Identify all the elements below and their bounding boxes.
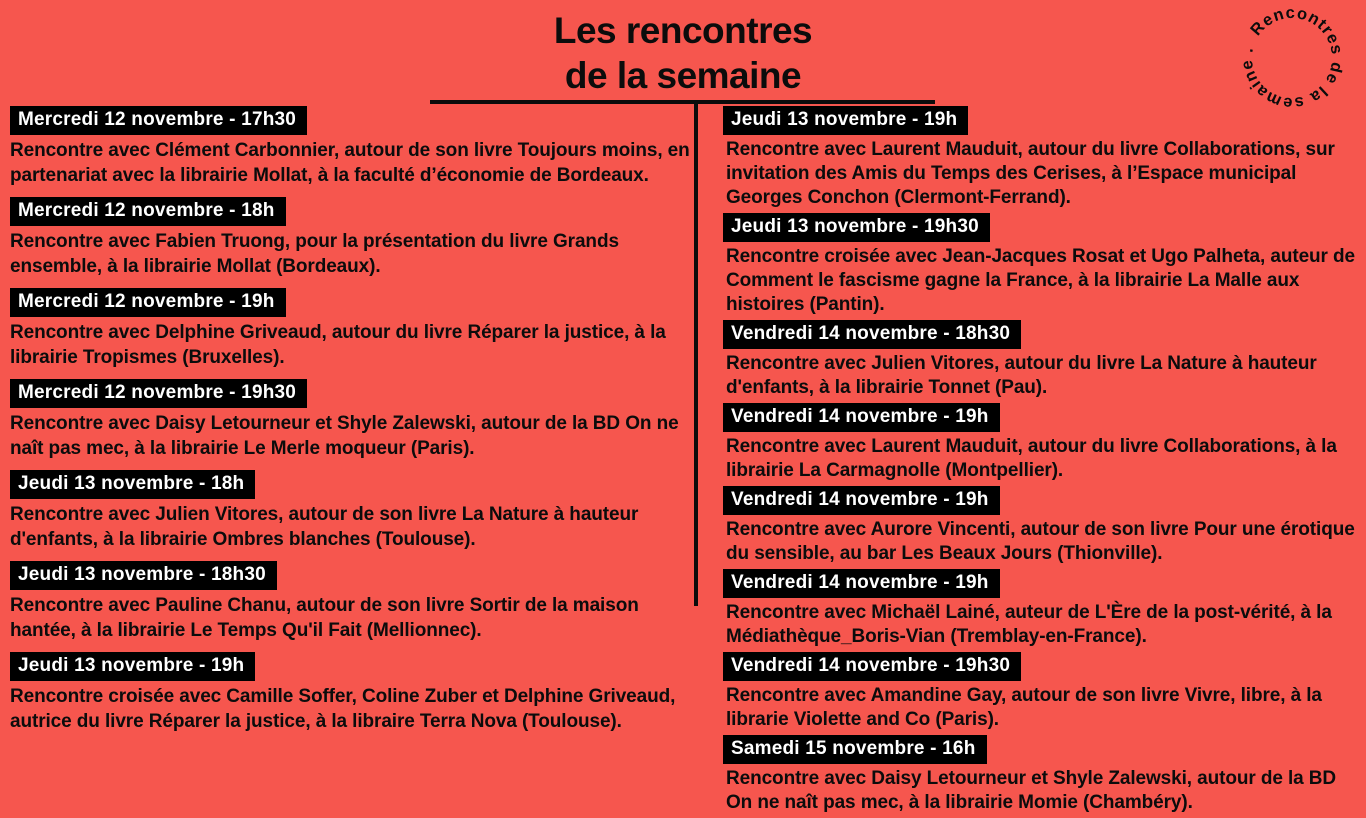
event-description: Rencontre avec Daisy Letourneur et Shyle Zalewski, autour de la BD On ne naît pas mec, à la librairie Momie (Chambéry). bbox=[726, 768, 1337, 813]
event-item bbox=[10, 561, 700, 643]
event-description: Rencontre avec Julien Vitores, autour de son livre La Nature à hauteur d'enfants, à la librairie Ombres blanches (Toulouse). bbox=[10, 504, 639, 550]
event-description: Rencontre avec Aurore Vincenti, autour de son livre Pour une érotique du sensible, au bar Les Beaux Jours (Thionville). bbox=[726, 519, 1355, 564]
event-item bbox=[723, 106, 1359, 210]
event-item bbox=[723, 569, 1359, 649]
event-item bbox=[10, 106, 700, 188]
event-description: Rencontre avec Laurent Mauduit, autour du livre Collaborations, sur invitation des Amis du Temps des Cerises, à l’Espace municipal Georges Conchon (Clermont-Ferrand). bbox=[726, 139, 1335, 208]
event-date-badge: Jeudi 13 novembre - 18h bbox=[10, 470, 255, 499]
event-item bbox=[723, 652, 1359, 732]
event-item bbox=[723, 403, 1359, 483]
event-item bbox=[10, 288, 700, 370]
event-item bbox=[723, 735, 1359, 815]
event-item bbox=[10, 379, 700, 461]
event-date-badge: Vendredi 14 novembre - 18h30 bbox=[723, 320, 1021, 349]
event-item bbox=[723, 213, 1359, 317]
event-description: Rencontre avec Fabien Truong, pour la présentation du livre Grands ensemble, à la librairie Mollat (Bordeaux). bbox=[10, 231, 619, 277]
event-item bbox=[10, 197, 700, 279]
circular-logo-text: Rencontres de la semaine . bbox=[1237, 3, 1347, 113]
event-description: Rencontre avec Delphine Griveaud, autour du livre Réparer la justice, à la librairie Tropismes (Bruxelles). bbox=[10, 322, 666, 368]
event-date-badge: Vendredi 14 novembre - 19h bbox=[723, 569, 1000, 598]
event-date-badge: Jeudi 13 novembre - 18h30 bbox=[10, 561, 277, 590]
page-title-line2: de la semaine bbox=[564, 55, 802, 96]
event-date-badge: Mercredi 12 novembre - 17h30 bbox=[10, 106, 307, 135]
event-date-badge: Mercredi 12 novembre - 19h30 bbox=[10, 379, 307, 408]
event-date-badge: Mercredi 12 novembre - 18h bbox=[10, 197, 286, 226]
events-column-left bbox=[10, 106, 700, 743]
event-date-badge: Jeudi 13 novembre - 19h bbox=[723, 106, 968, 135]
event-item bbox=[10, 652, 700, 734]
page-title-line1: Les rencontres bbox=[553, 10, 813, 51]
event-date-badge: Mercredi 12 novembre - 19h bbox=[10, 288, 286, 317]
event-item bbox=[723, 486, 1359, 566]
event-description: Rencontre croisée avec Camille Soffer, Coline Zuber et Delphine Griveaud, autrice du livre Réparer la justice, à la libraire Terra Nova (Toulouse). bbox=[10, 686, 676, 732]
title-underline bbox=[430, 100, 935, 104]
event-date-badge: Jeudi 13 novembre - 19h bbox=[10, 652, 255, 681]
events-column-right bbox=[723, 106, 1359, 818]
event-item bbox=[723, 320, 1359, 400]
event-date-badge: Jeudi 13 novembre - 19h30 bbox=[723, 213, 990, 242]
event-date-badge: Vendredi 14 novembre - 19h30 bbox=[723, 652, 1021, 681]
event-description: Rencontre croisée avec Jean-Jacques Rosat et Ugo Palheta, auteur de Comment le fascisme gagne la France, à la librairie La Malle aux histoires (Pantin). bbox=[726, 246, 1355, 315]
event-description: Rencontre avec Amandine Gay, autour de son livre Vivre, libre, à la librarie Violette and Co (Paris). bbox=[726, 685, 1322, 730]
event-date-badge: Samedi 15 novembre - 16h bbox=[723, 735, 987, 764]
event-description: Rencontre avec Clément Carbonnier, autour de son livre Toujours moins, en partenariat avec la librairie Mollat, à la faculté d’économie de Bordeaux. bbox=[10, 140, 690, 186]
event-description: Rencontre avec Julien Vitores, autour du livre La Nature à hauteur d'enfants, à la librairie Tonnet (Pau). bbox=[726, 353, 1317, 398]
event-date-badge: Vendredi 14 novembre - 19h bbox=[723, 403, 1000, 432]
page-title bbox=[398, 8, 968, 98]
event-item bbox=[10, 470, 700, 552]
event-description: Rencontre avec Laurent Mauduit, autour du livre Collaborations, à la librairie La Carmagnolle (Montpellier). bbox=[726, 436, 1337, 481]
event-description: Rencontre avec Pauline Chanu, autour de son livre Sortir de la maison hantée, à la librairie Le Temps Qu'il Fait (Mellionnec). bbox=[10, 595, 639, 641]
event-description: Rencontre avec Daisy Letourneur et Shyle Zalewski, autour de la BD On ne naît pas mec, à la librairie Le Merle moqueur (Paris). bbox=[10, 413, 679, 459]
event-date-badge: Vendredi 14 novembre - 19h bbox=[723, 486, 1000, 515]
event-description: Rencontre avec Michaël Lainé, auteur de L'Ère de la post-vérité, à la Médiathèque_Boris-Vian (Tremblay-en-France). bbox=[726, 602, 1332, 647]
